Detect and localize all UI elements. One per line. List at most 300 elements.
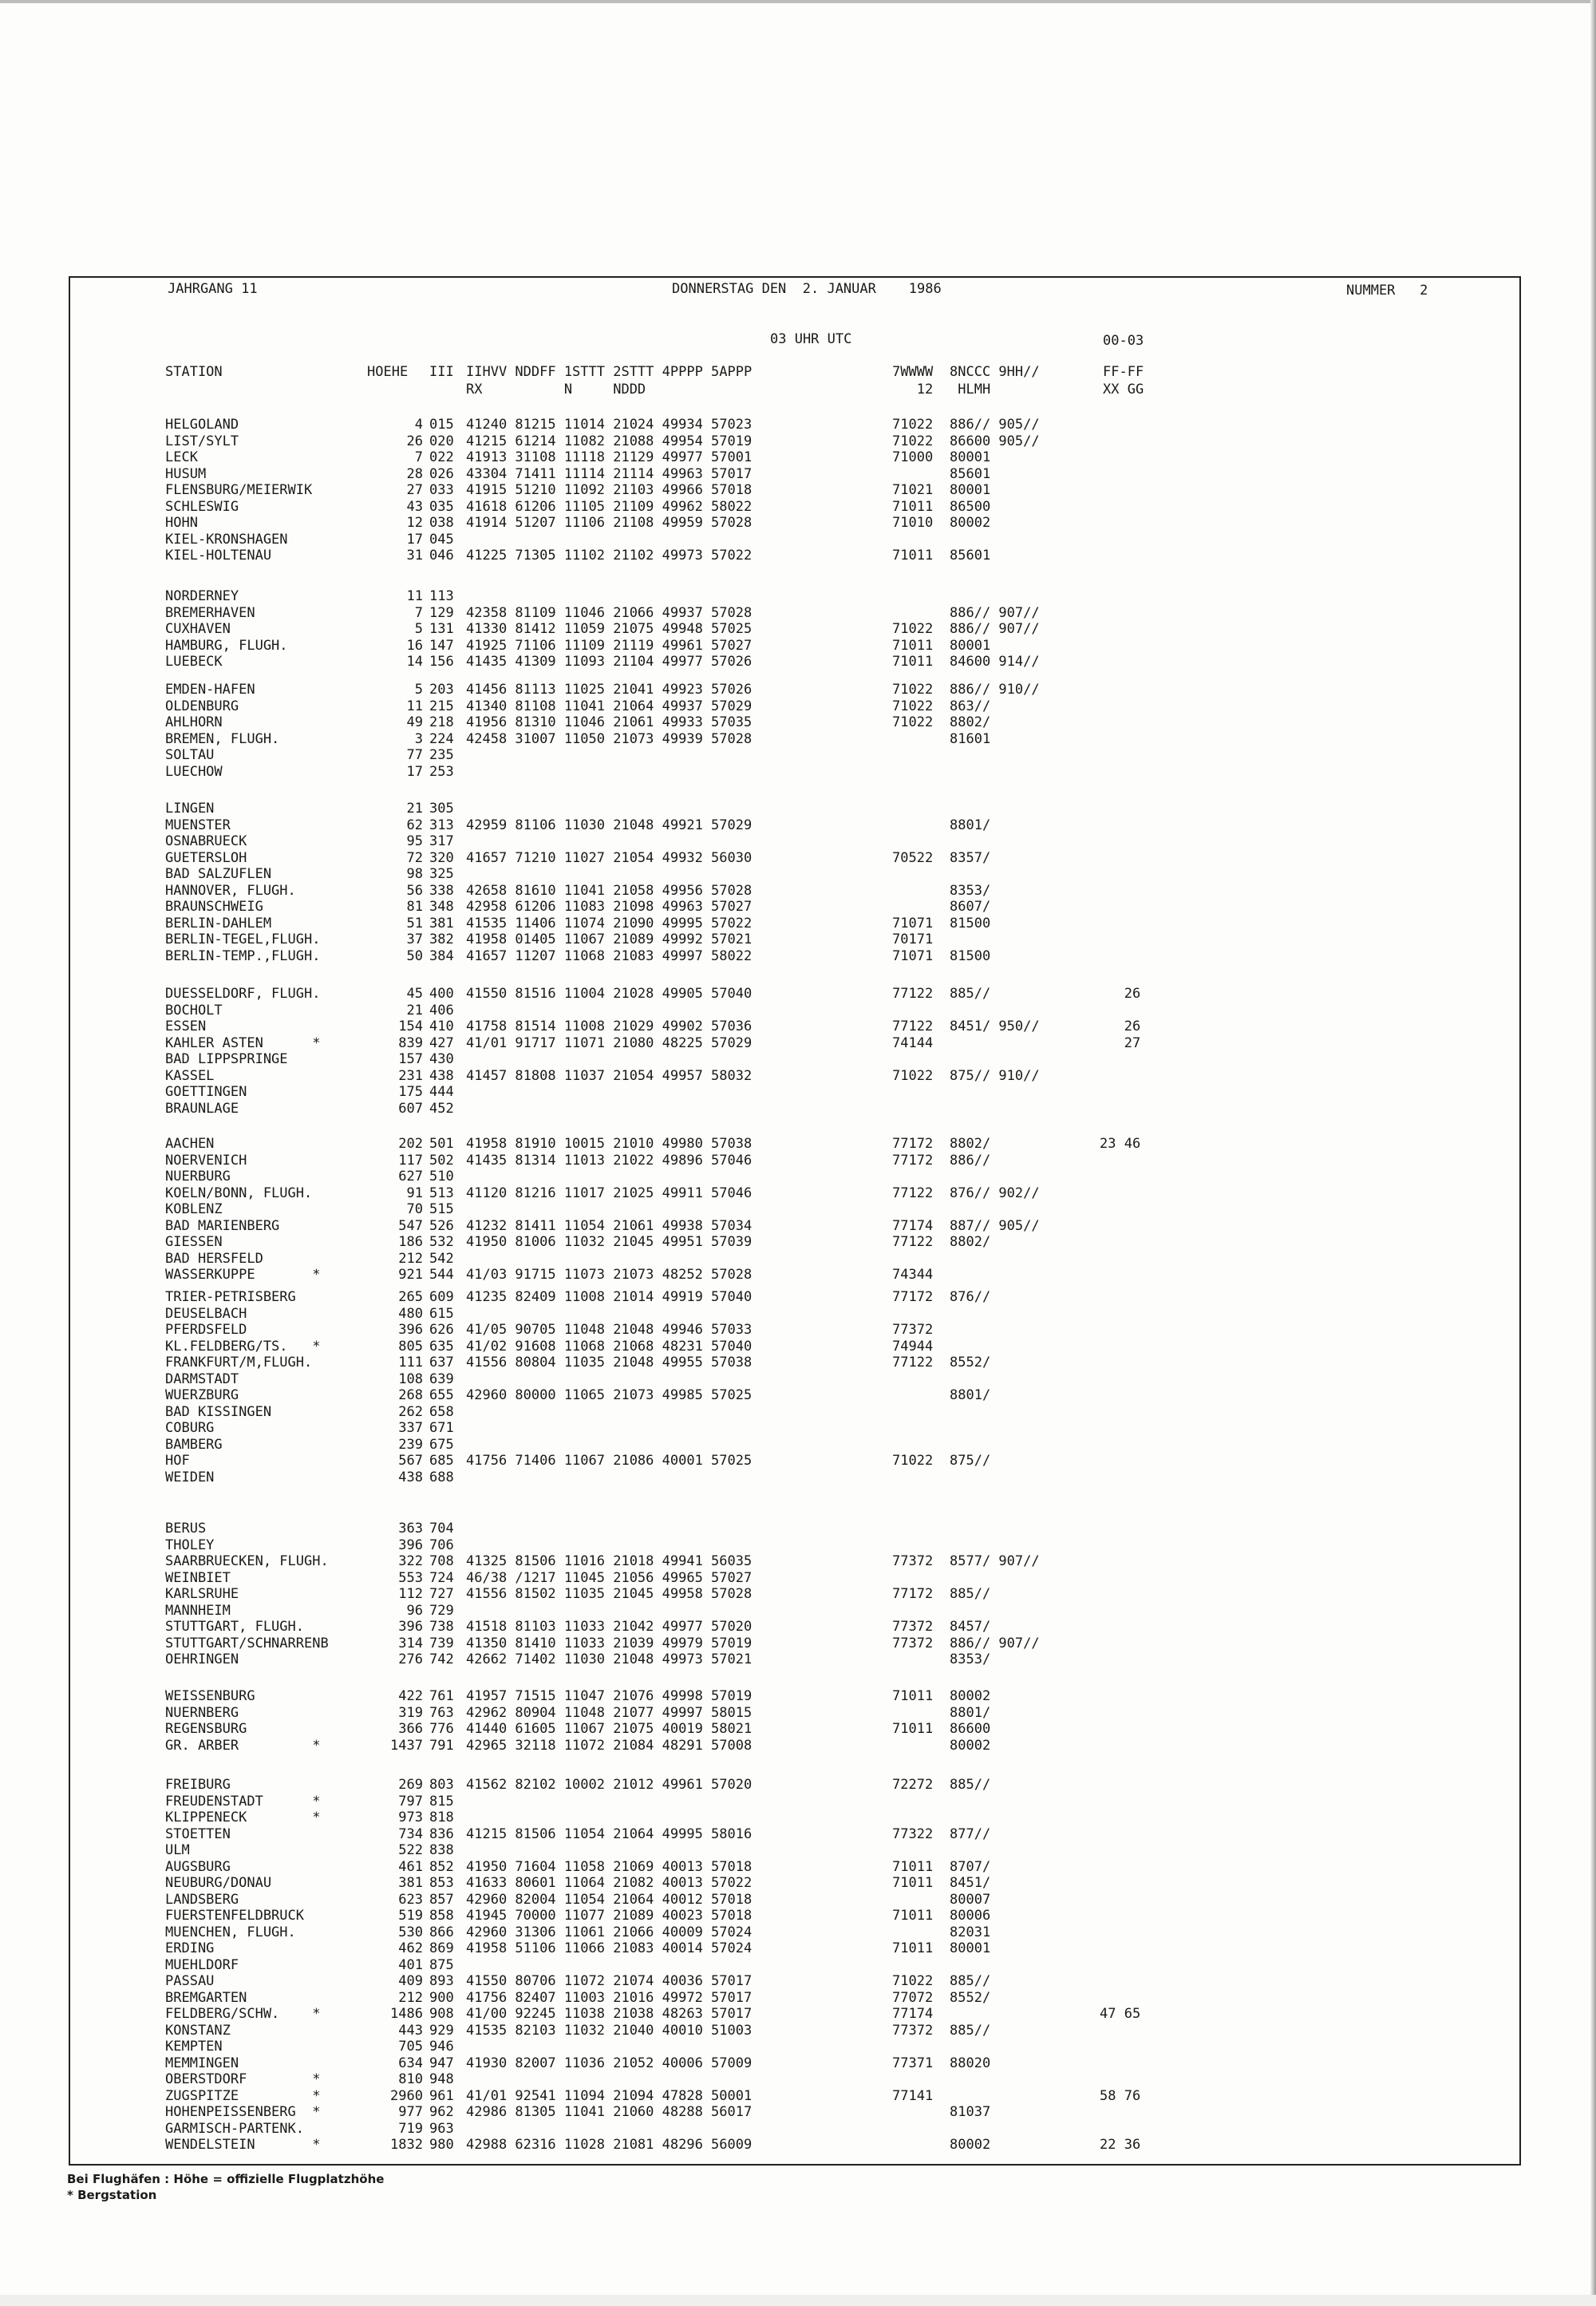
synop-groups: 41958 81910 10015 21010 49980 57038 xyxy=(466,1136,753,1152)
station-number: 218 xyxy=(429,714,454,730)
station-name: BAD KISSINGEN xyxy=(165,1403,272,1420)
synop-groups: 41950 81006 11032 21045 49951 57039 xyxy=(466,1234,753,1250)
weather-group: 71000 xyxy=(892,449,934,465)
weather-group: 77371 xyxy=(892,2055,934,2071)
station-name: KIEL-KRONSHAGEN xyxy=(165,531,288,548)
station-height: 1832 xyxy=(390,2137,423,2153)
synop-groups: 41232 81411 11054 21061 49938 57034 xyxy=(466,1217,753,1234)
station-name: BERLIN-DAHLEM xyxy=(165,915,272,931)
station-name: TRIER-PETRISBERG xyxy=(165,1289,296,1305)
wind-gust-group: 58 76 xyxy=(1100,2087,1141,2104)
station-height: 5 xyxy=(414,621,423,637)
synop-groups: 41958 01405 11067 21089 49992 57021 xyxy=(466,931,753,947)
station-height: 401 xyxy=(398,1956,423,1973)
station-height: 17 xyxy=(406,531,423,548)
weather-group: 77122 xyxy=(892,1019,934,1034)
station-number: 129 xyxy=(429,604,454,621)
station-height: 269 xyxy=(398,1777,423,1793)
station-name: BERUS xyxy=(165,1521,207,1537)
table-bottom-rule xyxy=(69,2164,1521,2166)
station-name: KL.FELDBERG/TS. * xyxy=(165,1338,321,1355)
station-name: NORDERNEY xyxy=(165,588,239,604)
station-height: 12 xyxy=(406,515,423,531)
weather-group: 71022 xyxy=(892,714,934,730)
station-name: FELDBERG/SCHW. * xyxy=(165,2006,321,2022)
station-number: 156 xyxy=(429,654,454,670)
station-height: 522 xyxy=(398,1842,423,1858)
station-height: 95 xyxy=(406,833,423,849)
cloud-group: 885// xyxy=(950,1973,991,1989)
station-number: 893 xyxy=(429,1973,454,1989)
station-number: 015 xyxy=(429,417,454,433)
station-name: KAHLER ASTEN * xyxy=(165,1034,321,1051)
station-height: 5 xyxy=(414,682,423,698)
station-height: 7 xyxy=(414,604,423,621)
synop-groups: 42960 80000 11065 21073 49985 57025 xyxy=(466,1387,753,1403)
station-number: 708 xyxy=(429,1553,454,1569)
synop-groups: 41756 82407 11003 21016 49972 57017 xyxy=(466,1989,753,2006)
station-number: 045 xyxy=(429,531,454,548)
weather-group: 71021 xyxy=(892,482,934,498)
station-height: 11 xyxy=(406,588,423,604)
synop-groups: 41957 71515 11047 21076 49998 57019 xyxy=(466,1688,753,1704)
station-height: 154 xyxy=(398,1019,423,1034)
cloud-group: 8802/ xyxy=(950,1136,991,1152)
station-name: BAD LIPPSPRINGE xyxy=(165,1051,288,1067)
station-number: 026 xyxy=(429,465,454,482)
station-name: FREUDENSTADT * xyxy=(165,1793,321,1810)
synop-groups: 42988 62316 11028 21081 48296 56009 xyxy=(466,2137,753,2153)
station-name: SAARBRUECKEN, FLUGH. xyxy=(165,1553,329,1569)
cloud-group: 80001 xyxy=(950,1940,991,1956)
column-header-nccc-sub: HLMH xyxy=(950,382,991,398)
weather-group: 77322 xyxy=(892,1825,934,1842)
station-height: 810 xyxy=(398,2071,423,2087)
synop-groups: 41930 82007 11036 21052 40006 57009 xyxy=(466,2055,753,2071)
station-height: 1437 xyxy=(390,1737,423,1754)
station-number: 438 xyxy=(429,1067,454,1084)
weather-group: 71022 xyxy=(892,682,934,698)
station-name: HUSUM xyxy=(165,465,207,482)
synop-groups: 41/00 92245 11038 21038 48263 57017 xyxy=(466,2006,753,2022)
station-number: 742 xyxy=(429,1651,454,1667)
station-number: 658 xyxy=(429,1403,454,1420)
station-height: 797 xyxy=(398,1793,423,1810)
station-name: OEHRINGEN xyxy=(165,1651,239,1667)
jahrgang-label: JAHRGANG 11 xyxy=(168,281,258,297)
cloud-group: 876// xyxy=(950,1289,991,1305)
cloud-group: 81601 xyxy=(950,730,991,747)
synop-groups: 41215 61214 11082 21088 49954 57019 xyxy=(466,433,753,449)
weather-group: 71071 xyxy=(892,947,934,964)
station-height: 91 xyxy=(406,1185,423,1201)
station-name: STUTTGART/SCHNARRENB xyxy=(165,1635,329,1651)
station-height: 623 xyxy=(398,1891,423,1908)
station-number: 706 xyxy=(429,1537,454,1553)
station-height: 212 xyxy=(398,1989,423,2006)
station-number: 803 xyxy=(429,1777,454,1793)
station-name: BAD SALZUFLEN xyxy=(165,866,272,882)
station-name: KOBLENZ xyxy=(165,1201,223,1217)
station-name: SOLTAU xyxy=(165,747,215,763)
weather-group: 71022 xyxy=(892,621,934,637)
station-height: 27 xyxy=(406,482,423,498)
cloud-group: 80002 xyxy=(950,515,991,531)
station-number: 253 xyxy=(429,763,454,780)
synop-groups: 41915 51210 11092 21103 49966 57018 xyxy=(466,482,753,498)
station-name: THOLEY xyxy=(165,1537,215,1553)
station-name: HOHENPEISSENBERG * xyxy=(165,2104,321,2120)
wind-gust-group: 22 36 xyxy=(1100,2137,1141,2153)
weather-group: 71011 xyxy=(892,1688,934,1704)
synop-groups: 41/01 91717 11071 21080 48225 57029 xyxy=(466,1034,753,1051)
cloud-group: 80002 xyxy=(950,2137,991,2153)
station-name: WENDELSTEIN * xyxy=(165,2137,321,2153)
station-number: 637 xyxy=(429,1355,454,1371)
station-number: 685 xyxy=(429,1453,454,1469)
station-name: ESSEN xyxy=(165,1019,207,1034)
station-name: REGENSBURG xyxy=(165,1721,247,1737)
station-name: MEMMINGEN xyxy=(165,2055,239,2071)
station-name: OSNABRUECK xyxy=(165,833,247,849)
cloud-group: 8353/ xyxy=(950,1651,991,1667)
weather-group: 77122 xyxy=(892,1234,934,1250)
station-number: 020 xyxy=(429,433,454,449)
cloud-group: 876// 902// xyxy=(950,1185,1040,1201)
station-height: 202 xyxy=(398,1136,423,1152)
station-height: 117 xyxy=(398,1152,423,1169)
synop-groups: 41240 81215 11014 21024 49934 57023 xyxy=(466,417,753,433)
weather-group: 71022 xyxy=(892,1453,934,1469)
footnote-mountain-station: * Bergstation xyxy=(67,2188,157,2202)
station-number: 763 xyxy=(429,1704,454,1721)
synop-groups: 41535 11406 11074 21090 49995 57022 xyxy=(466,915,753,931)
station-number: 635 xyxy=(429,1338,454,1355)
cloud-group: 886// 907// xyxy=(950,604,1040,621)
station-number: 382 xyxy=(429,931,454,947)
station-name: KARLSRUHE xyxy=(165,1586,239,1602)
synop-groups: 41756 71406 11067 21086 40001 57025 xyxy=(466,1453,753,1469)
cloud-group: 8607/ xyxy=(950,899,991,915)
cloud-group: 8451/ xyxy=(950,1875,991,1891)
weather-group: 71011 xyxy=(892,498,934,515)
column-header-wwww-sub: 12 xyxy=(892,382,934,398)
ff-period: 00-03 xyxy=(1103,333,1144,349)
cloud-group: 81500 xyxy=(950,947,991,964)
station-height: 839 xyxy=(398,1034,423,1051)
station-number: 900 xyxy=(429,1989,454,2006)
synop-groups: 42458 31007 11050 21073 49939 57028 xyxy=(466,730,753,747)
cloud-group: 886// xyxy=(950,1152,991,1169)
synop-groups: 41235 82409 11008 21014 49919 57040 xyxy=(466,1289,753,1305)
cloud-group: 81500 xyxy=(950,915,991,931)
cloud-group: 886// 905// xyxy=(950,417,1040,433)
station-number: 675 xyxy=(429,1436,454,1453)
cloud-group: 885// xyxy=(950,1586,991,1602)
station-height: 50 xyxy=(406,947,423,964)
synop-groups: 41340 81108 11041 21064 49937 57029 xyxy=(466,698,753,714)
synop-groups: 41330 81412 11059 21075 49948 57025 xyxy=(466,621,753,637)
station-number: 946 xyxy=(429,2039,454,2055)
station-height: 265 xyxy=(398,1289,423,1305)
synop-groups: 41956 81310 11046 21061 49933 57035 xyxy=(466,714,753,730)
station-height: 17 xyxy=(406,763,423,780)
weather-group: 77122 xyxy=(892,1185,934,1201)
station-height: 366 xyxy=(398,1721,423,1737)
station-name: MUENSTER xyxy=(165,817,231,833)
station-height: 43 xyxy=(406,498,423,515)
station-height: 77 xyxy=(406,747,423,763)
station-name: KOELN/BONN, FLUGH. xyxy=(165,1185,313,1201)
station-name: BERLIN-TEGEL,FLUGH. xyxy=(165,931,321,947)
station-name: ZUGSPITZE * xyxy=(165,2087,321,2104)
station-height: 239 xyxy=(398,1436,423,1453)
column-header-ff: FF-FF xyxy=(1103,364,1144,380)
station-number: 215 xyxy=(429,698,454,714)
station-height: 462 xyxy=(398,1940,423,1956)
synop-groups: 46/38 /1217 11045 21056 49965 57027 xyxy=(466,1569,753,1586)
station-name: WEISSENBURG xyxy=(165,1688,255,1704)
station-height: 519 xyxy=(398,1908,423,1924)
weather-group: 77122 xyxy=(892,986,934,1002)
weather-group: 77372 xyxy=(892,1322,934,1338)
synop-groups: 41633 80601 11064 21082 40013 57022 xyxy=(466,1875,753,1891)
synop-groups: 42662 71402 11030 21048 49973 57021 xyxy=(466,1651,753,1667)
synop-groups: 41556 81502 11035 21045 49958 57028 xyxy=(466,1586,753,1602)
station-height: 607 xyxy=(398,1100,423,1117)
station-height: 314 xyxy=(398,1635,423,1651)
station-name: BREMEN, FLUGH. xyxy=(165,730,280,747)
station-number: 980 xyxy=(429,2137,454,2153)
synop-groups: 41950 71604 11058 21069 40013 57018 xyxy=(466,1858,753,1875)
weather-group: 77172 xyxy=(892,1136,934,1152)
cloud-group: 8802/ xyxy=(950,1234,991,1250)
synop-groups: 41/02 91608 11068 21068 48231 57040 xyxy=(466,1338,753,1355)
station-name: GUETERSLOH xyxy=(165,849,247,866)
station-height: 98 xyxy=(406,866,423,882)
station-name: KONSTANZ xyxy=(165,2022,231,2039)
weather-group: 74344 xyxy=(892,1267,934,1283)
synop-groups: 42358 81109 11046 21066 49937 57028 xyxy=(466,604,753,621)
station-number: 035 xyxy=(429,498,454,515)
station-number: 400 xyxy=(429,986,454,1002)
station-number: 655 xyxy=(429,1387,454,1403)
synop-groups: 41325 81506 11016 21018 49941 56035 xyxy=(466,1553,753,1569)
synop-groups: 41457 81808 11037 21054 49957 58032 xyxy=(466,1067,753,1084)
station-number: 338 xyxy=(429,882,454,899)
station-number: 869 xyxy=(429,1940,454,1956)
station-height: 16 xyxy=(406,637,423,654)
weather-group: 77174 xyxy=(892,1217,934,1234)
station-number: 147 xyxy=(429,637,454,654)
station-name: BAD HERSFELD xyxy=(165,1250,263,1267)
station-number: 853 xyxy=(429,1875,454,1891)
synop-groups: 41958 51106 11066 21083 40014 57024 xyxy=(466,1940,753,1956)
station-name: GARMISCH-PARTENK. xyxy=(165,2120,304,2137)
station-name: LUEBECK xyxy=(165,654,223,670)
observation-time: 03 UHR UTC xyxy=(770,331,852,347)
column-header-iii: III xyxy=(429,364,454,380)
station-number: 671 xyxy=(429,1420,454,1436)
station-number: 729 xyxy=(429,1602,454,1619)
cloud-group: 8801/ xyxy=(950,1704,991,1721)
station-name: WUERZBURG xyxy=(165,1387,239,1403)
station-name: LECK xyxy=(165,449,198,465)
cloud-group: 86500 xyxy=(950,498,991,515)
station-height: 14 xyxy=(406,654,423,670)
station-number: 542 xyxy=(429,1250,454,1267)
weather-group: 71022 xyxy=(892,433,934,449)
station-number: 384 xyxy=(429,947,454,964)
station-height: 634 xyxy=(398,2055,423,2071)
station-number: 739 xyxy=(429,1635,454,1651)
station-height: 409 xyxy=(398,1973,423,1989)
station-height: 175 xyxy=(398,1084,423,1100)
cloud-group: 8552/ xyxy=(950,1989,991,2006)
station-name: KIEL-HOLTENAU xyxy=(165,548,272,564)
station-number: 513 xyxy=(429,1185,454,1201)
station-name: DARMSTADT xyxy=(165,1371,239,1387)
weather-group: 77372 xyxy=(892,1553,934,1569)
weather-group: 71011 xyxy=(892,654,934,670)
station-number: 818 xyxy=(429,1810,454,1825)
station-name: BAD MARIENBERG xyxy=(165,1217,280,1234)
synop-groups: 41120 81216 11017 21025 49911 57046 xyxy=(466,1185,753,1201)
synop-groups: 42960 82004 11054 21064 40012 57018 xyxy=(466,1891,753,1908)
weather-group: 71011 xyxy=(892,1858,934,1875)
weather-group: 77372 xyxy=(892,1619,934,1635)
station-name: GR. ARBER * xyxy=(165,1737,321,1754)
station-height: 4 xyxy=(414,417,423,433)
station-number: 406 xyxy=(429,1002,454,1019)
station-height: 2960 xyxy=(390,2087,423,2104)
cloud-group: 81037 xyxy=(950,2104,991,2120)
station-height: 26 xyxy=(406,433,423,449)
column-header-ff-sub: XX GG xyxy=(1103,382,1144,398)
station-name: GIESSEN xyxy=(165,1234,223,1250)
station-height: 337 xyxy=(398,1420,423,1436)
synop-groups: 41758 81514 11008 21029 49902 57036 xyxy=(466,1019,753,1034)
cloud-group: 8577/ 907// xyxy=(950,1553,1040,1569)
station-name: PFERDSFELD xyxy=(165,1322,247,1338)
column-header-hoehe: HOEHE xyxy=(367,364,409,380)
station-height: 186 xyxy=(398,1234,423,1250)
synop-groups: 42958 61206 11083 21098 49963 57027 xyxy=(466,899,753,915)
station-height: 381 xyxy=(398,1875,423,1891)
station-number: 313 xyxy=(429,817,454,833)
station-name: ULM xyxy=(165,1842,190,1858)
cloud-group: 80001 xyxy=(950,637,991,654)
station-height: 553 xyxy=(398,1569,423,1586)
station-number: 761 xyxy=(429,1688,454,1704)
station-height: 21 xyxy=(406,801,423,817)
station-height: 921 xyxy=(398,1267,423,1283)
weather-group: 77172 xyxy=(892,1586,934,1602)
station-height: 530 xyxy=(398,1924,423,1940)
cloud-group: 8802/ xyxy=(950,714,991,730)
synop-groups: 41550 81516 11004 21028 49905 57040 xyxy=(466,986,753,1002)
station-number: 852 xyxy=(429,1858,454,1875)
synop-groups: 42960 31306 11061 21066 40009 57024 xyxy=(466,1924,753,1940)
weather-group: 71022 xyxy=(892,1067,934,1084)
station-height: 112 xyxy=(398,1586,423,1602)
synop-groups: 41945 70000 11077 21089 40023 57018 xyxy=(466,1908,753,1924)
station-height: 108 xyxy=(398,1371,423,1387)
weather-group: 71011 xyxy=(892,1875,934,1891)
station-number: 866 xyxy=(429,1924,454,1940)
station-number: 791 xyxy=(429,1737,454,1754)
station-name: KLIPPENECK * xyxy=(165,1810,321,1825)
station-number: 947 xyxy=(429,2055,454,2071)
station-name: LIST/SYLT xyxy=(165,433,239,449)
cloud-group: 8552/ xyxy=(950,1355,991,1371)
station-name: MUEHLDORF xyxy=(165,1956,239,1973)
wind-gust-group: 47 65 xyxy=(1100,2006,1141,2022)
station-name: FLENSBURG/MEIERWIK xyxy=(165,482,313,498)
wind-gust-group: 23 46 xyxy=(1100,1136,1141,1152)
cloud-group: 885// xyxy=(950,1777,991,1793)
station-name: WEIDEN xyxy=(165,1469,215,1485)
station-name: MANNHEIM xyxy=(165,1602,231,1619)
station-name: BREMGARTEN xyxy=(165,1989,247,2006)
station-number: 609 xyxy=(429,1289,454,1305)
station-name: COBURG xyxy=(165,1420,215,1436)
issue-number: NUMMER 2 xyxy=(1346,283,1428,299)
station-height: 21 xyxy=(406,1002,423,1019)
station-name: KEMPTEN xyxy=(165,2039,223,2055)
station-name: BREMERHAVEN xyxy=(165,604,255,621)
station-number: 838 xyxy=(429,1842,454,1858)
station-height: 396 xyxy=(398,1322,423,1338)
station-name: STUTTGART, FLUGH. xyxy=(165,1619,304,1635)
weather-group: 74144 xyxy=(892,1034,934,1051)
synop-groups: 41913 31108 11118 21129 49977 57001 xyxy=(466,449,753,465)
synop-groups: 41456 81113 11025 21041 49923 57026 xyxy=(466,682,753,698)
station-height: 363 xyxy=(398,1521,423,1537)
station-height: 268 xyxy=(398,1387,423,1403)
cloud-group: 86600 xyxy=(950,1721,991,1737)
station-height: 11 xyxy=(406,698,423,714)
station-number: 626 xyxy=(429,1322,454,1338)
cloud-group: 80001 xyxy=(950,449,991,465)
station-height: 443 xyxy=(398,2022,423,2039)
station-name: BRAUNLAGE xyxy=(165,1100,239,1117)
synop-groups: 43304 71411 11114 21114 49963 57017 xyxy=(466,465,753,482)
footnote-airport-height: Bei Flughäfen : Höhe = offizielle Flugplatzhöhe xyxy=(67,2172,385,2186)
wind-gust-group: 26 xyxy=(1100,986,1141,1002)
weather-group: 71011 xyxy=(892,1908,934,1924)
cloud-group: 80001 xyxy=(950,482,991,498)
table-frame xyxy=(69,276,1521,2164)
column-header-nccc: 8NCCC 9HH// xyxy=(950,364,1040,380)
station-number: 962 xyxy=(429,2104,454,2120)
weather-group: 70522 xyxy=(892,849,934,866)
column-header-station: STATION xyxy=(165,364,223,380)
column-header-wwww: 7WWWW xyxy=(892,364,934,380)
station-number: 427 xyxy=(429,1034,454,1051)
station-name: OBERSTDORF * xyxy=(165,2071,321,2087)
station-number: 724 xyxy=(429,1569,454,1586)
cloud-group: 885// xyxy=(950,2022,991,2039)
cloud-group: 8353/ xyxy=(950,882,991,899)
station-number: 836 xyxy=(429,1825,454,1842)
weather-group: 77174 xyxy=(892,2006,934,2022)
station-number: 410 xyxy=(429,1019,454,1034)
station-name: NUERNBERG xyxy=(165,1704,239,1721)
synop-groups: 42658 81610 11041 21058 49956 57028 xyxy=(466,882,753,899)
station-number: 501 xyxy=(429,1136,454,1152)
cloud-group: 875// xyxy=(950,1453,991,1469)
